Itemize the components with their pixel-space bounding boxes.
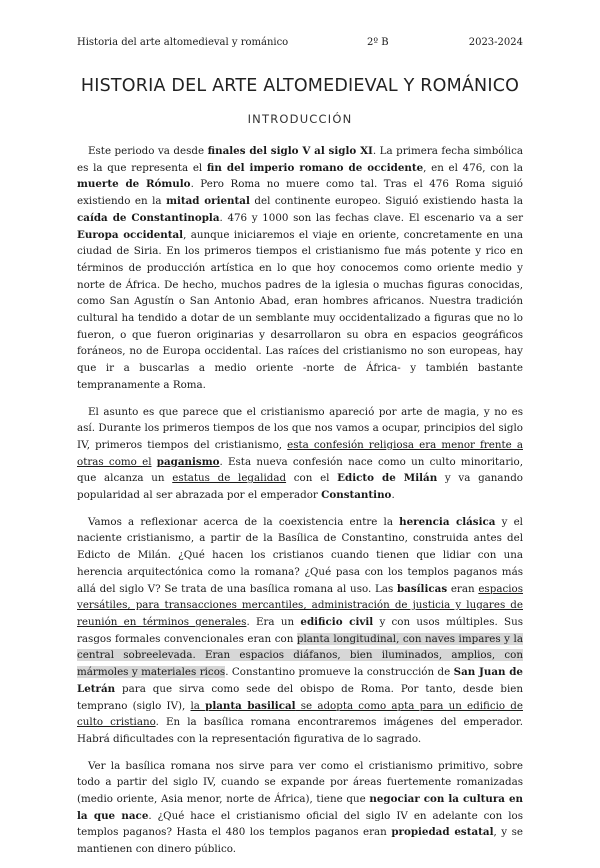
text: Vamos a reflexionar acerca de la coexistencia entre la <box>88 515 400 528</box>
bold-text: mitad oriental <box>166 195 250 208</box>
bold-text: basílicas <box>396 582 448 595</box>
text: . <box>391 489 395 502</box>
bold-text: Constantino <box>321 489 392 502</box>
underlined-text: esta confesión religiosa era menor frente a otras como el <box>77 438 523 468</box>
underlined-text: se adopta como apta para un edificio de culto cristiano <box>77 699 523 729</box>
document-title: HISTORIA DEL ARTE ALTOMEDIEVAL Y ROMÁNICO <box>80 76 520 96</box>
text: y va ganando popularidad al ser abrazada por el emperador <box>77 472 523 502</box>
text: y el naciente cristianismo, a partir de la Basílica de Constantino, construida antes del Edicto de Milán. ¿Qué hacen los cristianos cuando tienen que lidiar con una herencia arquitectónica como la romana? ¿Qué pasa con los templos paganos más allá del siglo V? Se trata de una basílica romana al uso. Las <box>77 515 523 595</box>
bold-text: herencia clásica <box>399 515 496 528</box>
underlined-text: espacios versátiles, para transacciones mercantiles, administración de justicia y lugares de reunión en términos generales <box>77 582 523 628</box>
bold-text: muerte de Rómulo <box>77 178 191 191</box>
header-group: 2º B <box>367 37 389 48</box>
text: . ¿Qué hace el cristianismo oficial del siglo IV en adelante con los templos paganos? Hasta el 480 los templos paganos eran <box>77 809 523 839</box>
text: para que sirva como sede del obispo de Roma. Por tanto, desde bien temprano (siglo IV), <box>77 682 523 712</box>
page-header <box>77 37 523 51</box>
underlined-text: estatus de legalidad <box>172 472 287 485</box>
text: . Pero Roma no muere como tal. Tras el 476 Roma siguió existiendo en la <box>77 178 523 208</box>
paragraph-4 <box>77 758 523 858</box>
paragraph-1 <box>77 143 523 394</box>
bold-underlined-text: planta basilical <box>205 699 296 712</box>
bold-text: edificio civil <box>300 615 374 628</box>
text: del continente europeo. Siguió existiendo hasta la <box>249 195 523 208</box>
text: . Constantino promueve la construcción de <box>225 666 454 679</box>
document-body <box>77 143 523 868</box>
text: y con usos múltiples. Sus rasgos formales convencionales eran con <box>77 615 523 645</box>
bold-text: propiedad estatal <box>391 826 494 839</box>
section-subtitle: INTRODUCCIÓN <box>247 112 353 126</box>
bold-text: Edicto de Milán <box>337 472 438 485</box>
bold-text: Europa occidental <box>77 228 184 241</box>
header-year: 2023-2024 <box>468 37 523 48</box>
bold-text: fin del imperio romano de occidente <box>206 161 424 174</box>
text: Ver la basílica romana nos sirve para ver como el cristianismo primitivo, sobre todo a partir del siglo IV, cuando se expande por áreas fuertemente romanizadas (medio oriente, Asia menor, norte de África), tiene que <box>77 759 523 806</box>
text: . La primera fecha simbólica es la que representa el <box>77 145 523 174</box>
underlined-text: la <box>190 699 206 712</box>
bold-text: caída de Constantinopla <box>77 211 220 224</box>
text: . Era un <box>246 615 301 628</box>
text: . Esta nueva confesión nace como un culto minoritario, que alcanza un <box>77 455 524 485</box>
bold-text: finales del siglo V al siglo XI <box>207 145 373 157</box>
text: . En la basílica romana encontraremos imágenes del emperador. Habrá dificultades con la representación figurativa de lo sagrado. <box>77 716 523 745</box>
text: El asunto es que parece que el cristianismo apareció por arte de magia, y no es así. Durante los primeros tiempos de los que nos vamos a ocupar, principios del siglo IV, primeros tiempos del cristianismo, <box>77 405 523 451</box>
bold-text: San Juan de Letrán <box>77 666 523 695</box>
paragraph-3 <box>77 514 523 748</box>
text: Este periodo va desde <box>88 145 208 157</box>
paragraph-2 <box>77 404 523 504</box>
text: con el <box>286 472 338 485</box>
bold-underlined-text: paganismo <box>156 455 220 468</box>
text: eran <box>447 582 479 595</box>
highlighted-text: planta longitudinal, con naves impares y la central sobreelevada. Eran espacios diáfanos, bien iluminados, amplios, con mármoles y materiales ricos <box>77 632 523 679</box>
text: , aunque iniciaremos el viaje en oriente, concretamente en una ciudad de Siria. En los primeros tiempos el cristianismo fue más potente y rico en términos de producción artística en lo que hoy conocemos como oriente medio y norte de África. De hecho, muchos padres de la iglesia o muchas figuras conocidas, como San Agustín o San Antonio Abad, eran hombres africanos. Nuestra tradición cultural ha tendido a dotar de un semblante muy occidentalizado a figuras que no lo fueron, o que fueron originarias y desarrollaron su obra en espacios geográficos foráneos, no de Europa occidental. Las raíces del cristianismo no son europeas, hay que ir a buscarlas a medio oriente -norte de África- y también bastante tempranamente a Roma. <box>77 228 523 391</box>
text: , y se mantienen con dinero público. <box>77 826 523 856</box>
header-course-title: Historia del arte altomedieval y románico <box>77 37 289 48</box>
bold-text: negociar con la cultura en la que nace <box>77 793 523 822</box>
text: , en el 476, con la <box>423 161 523 174</box>
text: . 476 y 1000 son las fechas clave. El escenario va a ser <box>219 211 523 224</box>
